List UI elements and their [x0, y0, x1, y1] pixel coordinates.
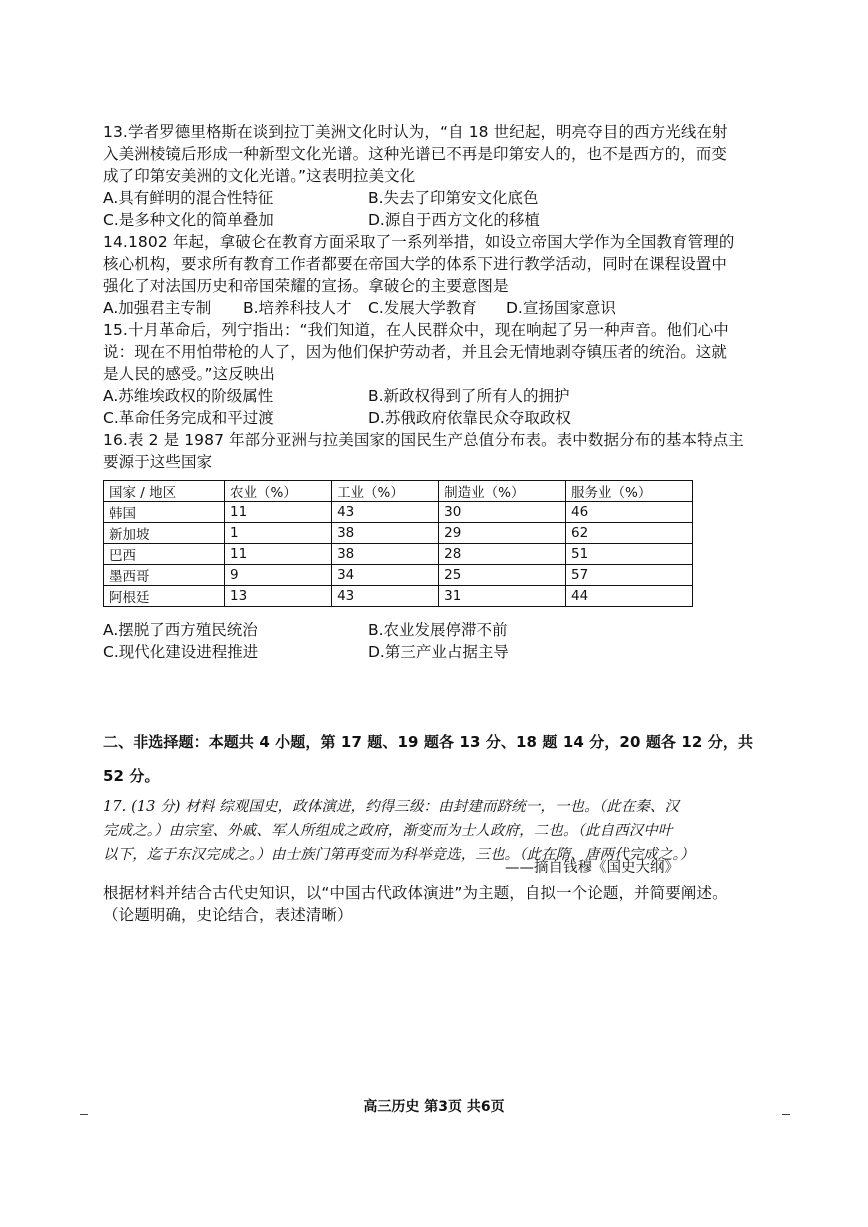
q16-stem-line-2: 要源于这些国家 [103, 453, 213, 471]
q14-option-d: D.宣扬国家意识 [506, 299, 616, 317]
margin-mark-right [782, 1114, 790, 1115]
table-cell: 1 [225, 523, 332, 544]
table-cell: 34 [332, 565, 439, 586]
table-row [104, 565, 693, 586]
q14-stem-line-3: 强化了对法国历史和帝国荣耀的宣扬。拿破仑的主要意图是 [103, 277, 509, 295]
table-header: 服务业（%） [566, 481, 693, 502]
section2-heading-line-2: 52 分。 [103, 767, 160, 785]
table-cell: 51 [566, 544, 693, 565]
table-cell: 38 [332, 544, 439, 565]
q13-option-d: D.源自于西方文化的移植 [368, 211, 540, 229]
section2-heading-line-1: 二、非选择题：本题共 4 小题，第 17 题、19 题各 13 分、18 题 14 分，20 题各 12 分，共 [103, 733, 754, 751]
q16-option-c: C.现代化建设进程推进 [103, 643, 259, 661]
q16-option-a: A.摆脱了西方殖民统治 [103, 621, 258, 639]
table-cell: 巴西 [104, 544, 225, 565]
q17-material-line-3: 以下，迄于东汉完成之。）由士族门第再变而为科举竞选，三也。（此在隋、唐两代完成之。） [103, 847, 695, 863]
table-header: 工业（%） [332, 481, 439, 502]
q15-option-c: C.革命任务完成和平过渡 [103, 409, 274, 427]
table-cell: 46 [566, 502, 693, 523]
table-cell: 38 [332, 523, 439, 544]
margin-mark-left [80, 1114, 88, 1115]
table-header: 国家 / 地区 [104, 481, 225, 502]
q15-option-a: A.苏维埃政权的阶级属性 [103, 387, 274, 405]
q15-stem-line-3: 是人民的感受。”这反映出 [103, 365, 275, 383]
table-cell: 墨西哥 [104, 565, 225, 586]
q17-source: ——摘自钱穆《国史大纲》 [505, 860, 679, 876]
q17-task-line-2: （论题明确，史论结合，表述清晰） [103, 906, 353, 924]
page-footer: 高三历史 第3页 共6页 [363, 1099, 505, 1115]
q16-stem-line-1: 16.表 2 是 1987 年部分亚洲与拉美国家的国民生产总值分布表。表中数据分布的基本特点主 [103, 431, 744, 449]
table-cell: 新加坡 [104, 523, 225, 544]
table-cell: 11 [225, 502, 332, 523]
q14-option-b: B.培养科技人才 [243, 299, 352, 317]
q13-option-b: B.失去了印第安文化底色 [368, 189, 539, 207]
table-header-row [104, 481, 693, 502]
table-cell: 阿根廷 [104, 586, 225, 607]
q16-option-d: D.第三产业占据主导 [368, 643, 509, 661]
q16-option-b: B.农业发展停滞不前 [368, 621, 508, 639]
q17-material-line-1: 17. (13 分) 材料 综观国史，政体演进，约得三级：由封建而跻统一，一也。（此在秦、汉 [103, 799, 680, 815]
q14-option-c: C.发展大学教育 [368, 299, 477, 317]
q13-option-a: A.具有鲜明的混合性特征 [103, 189, 274, 207]
gdp-distribution-table [103, 480, 693, 607]
table-cell: 43 [332, 586, 439, 607]
q13-stem-line-2: 入美洲棱镜后形成一种新型文化光谱。这种光谱已不再是印第安人的，也不是西方的，而变 [103, 145, 728, 163]
table-row [104, 502, 693, 523]
table-cell: 43 [332, 502, 439, 523]
table-cell: 31 [439, 586, 566, 607]
table-cell: 28 [439, 544, 566, 565]
table-cell: 30 [439, 502, 566, 523]
table-row [104, 586, 693, 607]
table-cell: 57 [566, 565, 693, 586]
q13-option-c: C.是多种文化的简单叠加 [103, 211, 274, 229]
table-cell: 29 [439, 523, 566, 544]
table-cell: 韩国 [104, 502, 225, 523]
q13-stem-line-1: 13.学者罗德里格斯在谈到拉丁美洲文化时认为，“自 18 世纪起，明亮夺目的西方光线在射 [103, 123, 728, 141]
q15-option-b: B.新政权得到了所有人的拥护 [368, 387, 570, 405]
table-row [104, 544, 693, 565]
table-row [104, 523, 693, 544]
q14-stem-line-1: 14.1802 年起，拿破仑在教育方面采取了一系列举措，如设立帝国大学作为全国教育管理的 [103, 233, 735, 251]
table-header: 农业（%） [225, 481, 332, 502]
table-cell: 13 [225, 586, 332, 607]
q17-material-line-2: 完成之。）由宗室、外戚、军人所组成之政府，渐变而为士人政府，二也。（此自西汉中叶 [103, 823, 673, 839]
table-cell: 9 [225, 565, 332, 586]
table-cell: 62 [566, 523, 693, 544]
q14-option-a: A.加强君主专制 [103, 299, 212, 317]
q17-task-line-1: 根据材料并结合古代史知识，以“中国古代政体演进”为主题，自拟一个论题，并简要阐述。 [103, 884, 728, 902]
q15-stem-line-1: 15.十月革命后，列宁指出：“我们知道，在人民群众中，现在响起了另一种声音。他们心中 [103, 321, 729, 339]
q15-option-d: D.苏俄政府依靠民众夺取政权 [368, 409, 571, 427]
q13-stem-line-3: 成了印第安美洲的文化光谱。”这表明拉美文化 [103, 167, 416, 185]
table-cell: 25 [439, 565, 566, 586]
table-cell: 44 [566, 586, 693, 607]
table-cell: 11 [225, 544, 332, 565]
q14-stem-line-2: 核心机构，要求所有教育工作者都要在帝国大学的体系下进行教学活动，同时在课程设置中 [103, 255, 728, 273]
table-header: 制造业（%） [439, 481, 566, 502]
q15-stem-line-2: 说：现在不用怕带枪的人了，因为他们保护劳动者，并且会无情地剥夺镇压者的统治。这就 [103, 343, 728, 361]
